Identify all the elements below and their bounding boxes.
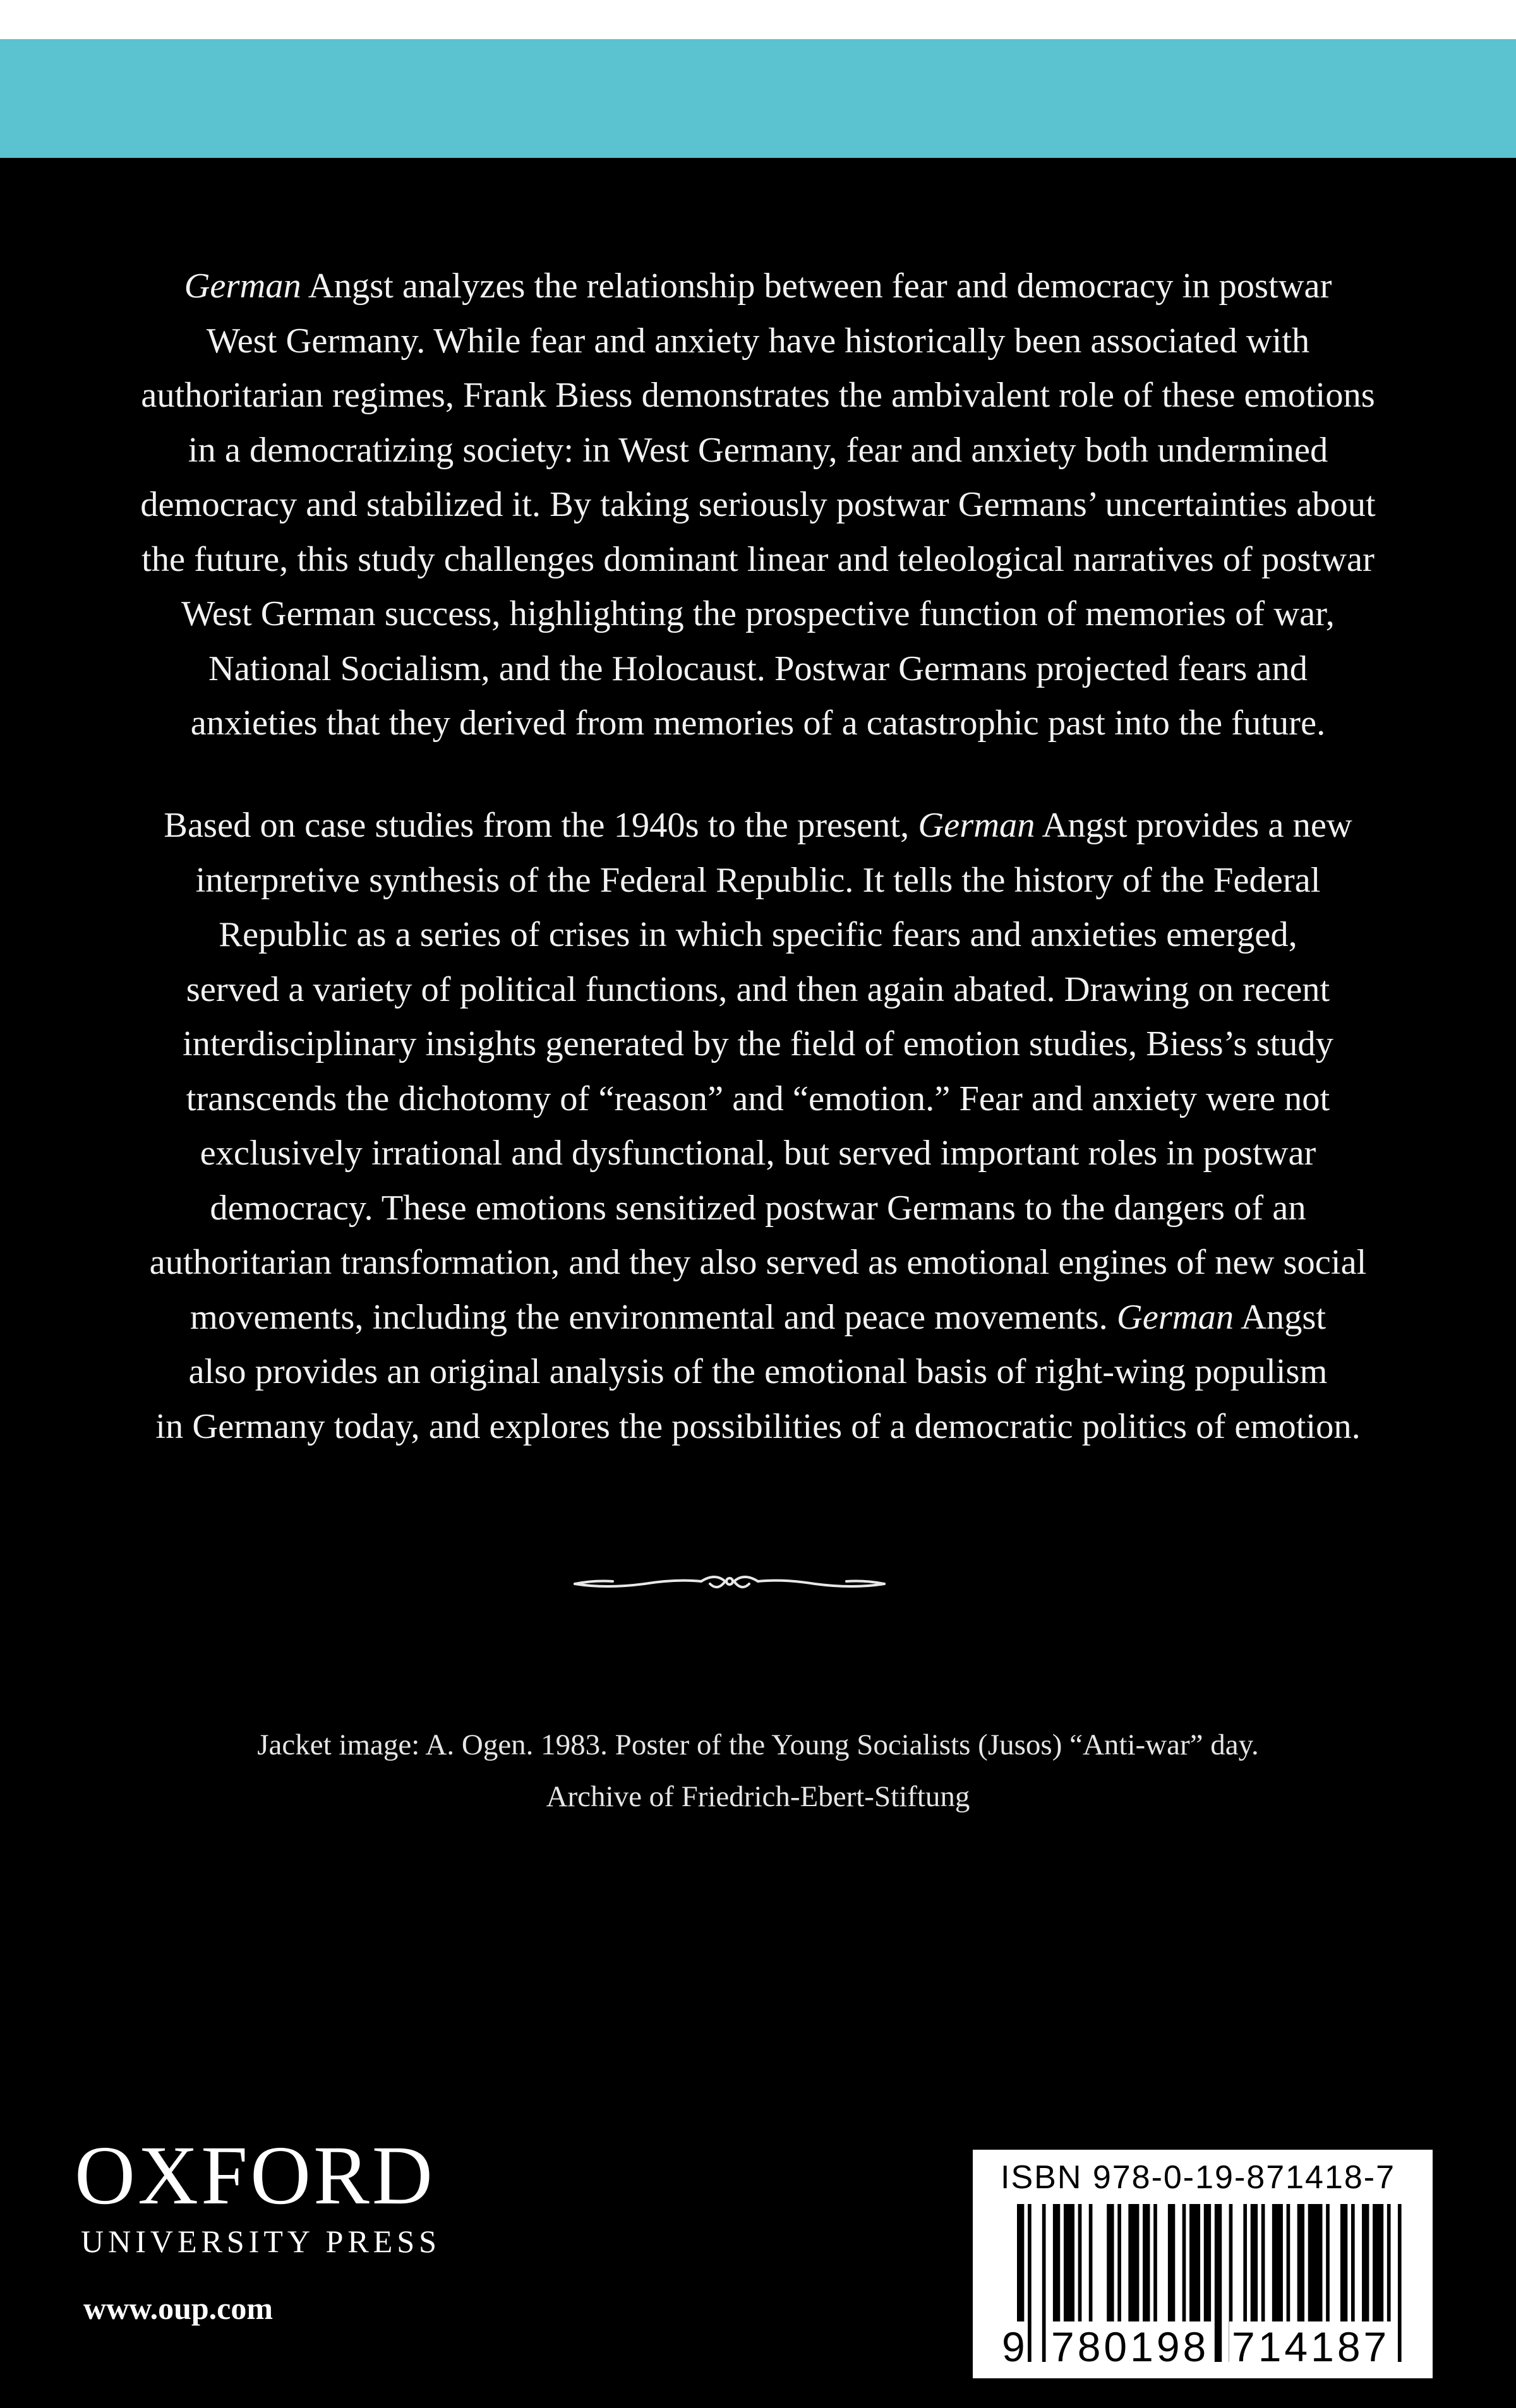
blurb-line [57, 798, 1459, 853]
top-border [0, 0, 1516, 39]
blurb-line [57, 1126, 1459, 1181]
blurb-text: Based on case studies from the 1940s to the present, [164, 806, 918, 845]
blurb-line [57, 1399, 1459, 1454]
teal-band [0, 39, 1516, 158]
blurb-text: the future, this study challenges dominant linear and teleological narratives of postwar [141, 539, 1375, 579]
blurb-text: anxieties that they derived from memories of a catastrophic past into the future. [190, 704, 1326, 743]
blurb-line [57, 696, 1459, 751]
isbn-barcode [973, 2150, 1433, 2378]
book-title-italic: German [1116, 1297, 1234, 1337]
blurb-line [57, 1290, 1459, 1345]
publisher-website-link[interactable]: www.oup.com [83, 2291, 274, 2326]
blurb-line [57, 368, 1459, 423]
blurb-text: West German success, highlighting the prospective function of memories of war, [181, 594, 1335, 633]
blurb-text: movements, including the environmental and peace movements. [190, 1297, 1117, 1337]
blurb-paragraph-1 [57, 259, 1459, 751]
blurb-text: in Germany today, and explores the possibilities of a democratic politics of emotion. [155, 1406, 1361, 1446]
blurb-line [57, 477, 1459, 532]
blurb-text: authoritarian regimes, Frank Biess demonstrates the ambivalent role of these emotions [141, 376, 1375, 415]
blurb-line [57, 1235, 1459, 1290]
blurb-line [57, 423, 1459, 478]
blurb-line [57, 642, 1459, 697]
blurb-line [57, 1345, 1459, 1399]
barcode-digits-right: 714187 [1229, 2321, 1392, 2372]
publisher-subtitle: UNIVERSITY PRESS [81, 2224, 441, 2259]
blurb-text: democracy. These emotions sensitized postwar Germans to the dangers of an [210, 1188, 1306, 1228]
blurb-line [57, 259, 1459, 314]
publisher-logo-wordmark: OXFORD [75, 2128, 435, 2222]
blurb-text: Angst provides a new [1035, 806, 1352, 845]
blurb-text: authoritarian transformation, and they also served as emotional engines of new social [149, 1243, 1367, 1282]
blurb-text: interdisciplinary insights generated by the field of emotion studies, Biess’s study [183, 1024, 1333, 1063]
jacket-image-credit [114, 1719, 1402, 1823]
blurb-line [57, 1181, 1459, 1236]
blurb-line [57, 532, 1459, 587]
blurb-text: also provides an original analysis of the emotional basis of right-wing populism [188, 1352, 1328, 1391]
credit-line-2: Archive of Friedrich-Ebert-Stiftung [546, 1780, 970, 1813]
isbn-label: ISBN 978-0-19-871418-7 [1001, 2159, 1396, 2196]
barcode-digits-left: 780198 [1049, 2321, 1212, 2372]
blurb-text: Republic as a series of crises in which specific fears and anxieties emerged, [219, 915, 1297, 954]
blurb-text: interpretive synthesis of the Federal Republic. It tells the history of the Federal [195, 860, 1321, 900]
book-title-italic: German [918, 806, 1035, 845]
blurb-text: Angst analyzes the relationship between fear and democracy in postwar [301, 267, 1332, 306]
book-title-italic: German [184, 267, 301, 306]
blurb-text: served a variety of political functions, and then again abated. Drawing on recent [186, 969, 1330, 1009]
flourish-ornament-icon [568, 1562, 891, 1602]
blurb-text: West Germany. While fear and anxiety have historically been associated with [206, 321, 1310, 361]
blurb-text: exclusively irrational and dysfunctional, but served important roles in postwar [200, 1134, 1316, 1173]
blurb-line [57, 1017, 1459, 1072]
blurb-line [57, 853, 1459, 908]
blurb-line [57, 907, 1459, 962]
blurb-paragraph-2 [57, 798, 1459, 1454]
blurb-text: National Socialism, and the Holocaust. Postwar Germans projected fears and [208, 649, 1308, 688]
blurb-line [57, 587, 1459, 642]
blurb-text: Angst [1234, 1297, 1326, 1337]
blurb-line [57, 962, 1459, 1017]
blurb-text: democracy and stabilized it. By taking seriously postwar Germans’ uncertainties about [140, 485, 1376, 524]
blurb-text: in a democratizing society: in West Germany, fear and anxiety both undermined [188, 430, 1328, 470]
blurb-line [57, 1072, 1459, 1127]
barcode-digit-first: 9 [999, 2321, 1028, 2372]
barcode-digits [973, 2321, 1433, 2372]
blurb-line [57, 314, 1459, 369]
credit-line-1: Jacket image: A. Ogen. 1983. Poster of the Young Socialists (Jusos) “Anti-war” day. [257, 1728, 1259, 1761]
blurb-text: transcends the dichotomy of “reason” and “emotion.” Fear and anxiety were not [186, 1079, 1330, 1118]
